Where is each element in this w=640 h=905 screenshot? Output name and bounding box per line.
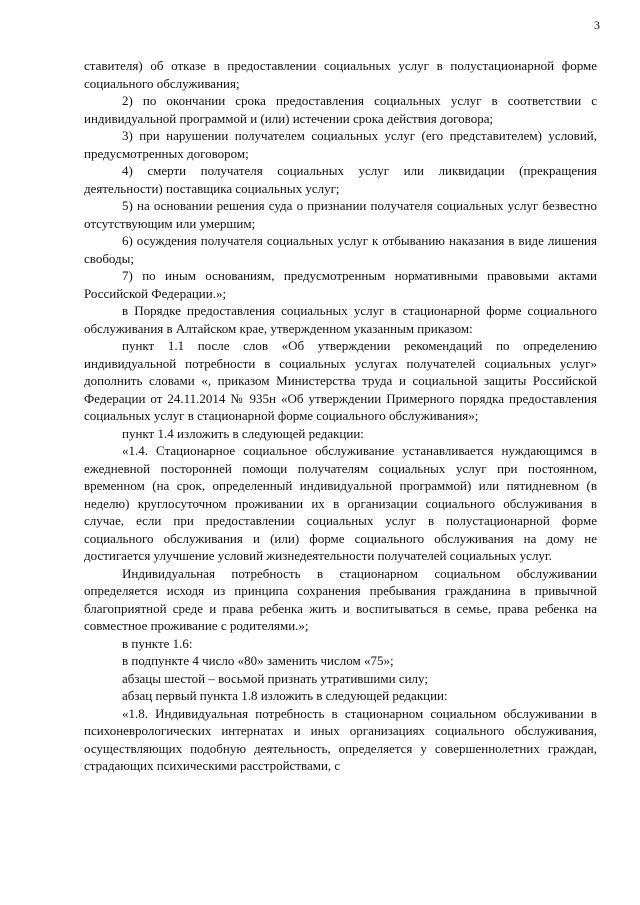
paragraph: в пункте 1.6: [122, 635, 193, 651]
paragraph: «1.8. Индивидуальная потребность в стационарном социальном обслуживании в психоневрологических интернатах и иных организациях социального обслуживания, осуществляющих подобную деятельность, определяется у совершеннолетних граждан, страдающих психическими расстройствами, с [84, 705, 597, 773]
document-body [84, 57, 597, 775]
paragraph: в Порядке предоставления социальных услуг в стационарной форме социального обслуживания в Алтайском крае, утвержденном указанным приказом: [84, 303, 597, 336]
paragraph: Индивидуальная потребность в стационарном социальном обслуживании определяется исходя из принципа сохранения пребывания гражданина в привычной благоприятной среде и права ребенка жить и воспитываться в семье, права ребенка на совместное проживание с родителями.»; [84, 565, 597, 633]
paragraph: 6) осуждения получателя социальных услуг к отбыванию наказания в виде лишения свободы; [84, 233, 597, 266]
paragraph: ставителя) об отказе в предоставлении социальных услуг в полустационарной форме социального обслуживания; [84, 58, 597, 91]
paragraph: абзац первый пункта 1.8 изложить в следующей редакции: [122, 688, 448, 703]
paragraph: 2) по окончании срока предоставления социальных услуг в соответствии с индивидуальной программой и (или) истечении срока действия договора; [84, 93, 597, 126]
paragraph: абзацы шестой – восьмой признать утратившими силу; [122, 670, 428, 686]
paragraph: 4) смерти получателя социальных услуг или ликвидации (прекращения деятельности) поставщика социальных услуг; [84, 163, 597, 196]
paragraph: «1.4. Стационарное социальное обслуживание устанавливается нуждающимся в ежедневной посторонней помощи получателям социальных услуг при постоянном, временном (на срок, определенный индивидуальной программой) или пятидневном (в неделю) круглосуточном проживании их в организации социального обслуживания в случае, если при предоставлении социальных услуг в полустационарной форме социального обслуживания и (или) форме социального обслуживания на дому не достигается улучшение условий жизнедеятельности получателей социальных услуг. [84, 443, 597, 563]
paragraph: 7) по иным основаниям, предусмотренным нормативными правовыми актами Российской Федерации.»; [84, 268, 597, 301]
paragraph: пункт 1.1 после слов «Об утверждении рекомендаций по определению индивидуальной потребности в социальных услугах получателей социальных услуг» дополнить словами «, приказом Министерства труда и социальной защиты Российской Федерации от 24.11.2014 № 935н «Об утверждении Примерного порядка предоставления социальных услуг в стационарной форме социального обслуживания»; [84, 338, 597, 423]
paragraph: 3) при нарушении получателем социальных услуг (его представителем) условий, предусмотренных договором; [84, 128, 597, 161]
paragraph: в подпункте 4 число «80» заменить числом «75»; [122, 653, 394, 668]
page-number: 3 [594, 18, 600, 32]
paragraph: 5) на основании решения суда о признании получателя социальных услуг безвестно отсутствующим или умершим; [84, 198, 597, 231]
paragraph: пункт 1.4 изложить в следующей редакции: [122, 425, 364, 441]
